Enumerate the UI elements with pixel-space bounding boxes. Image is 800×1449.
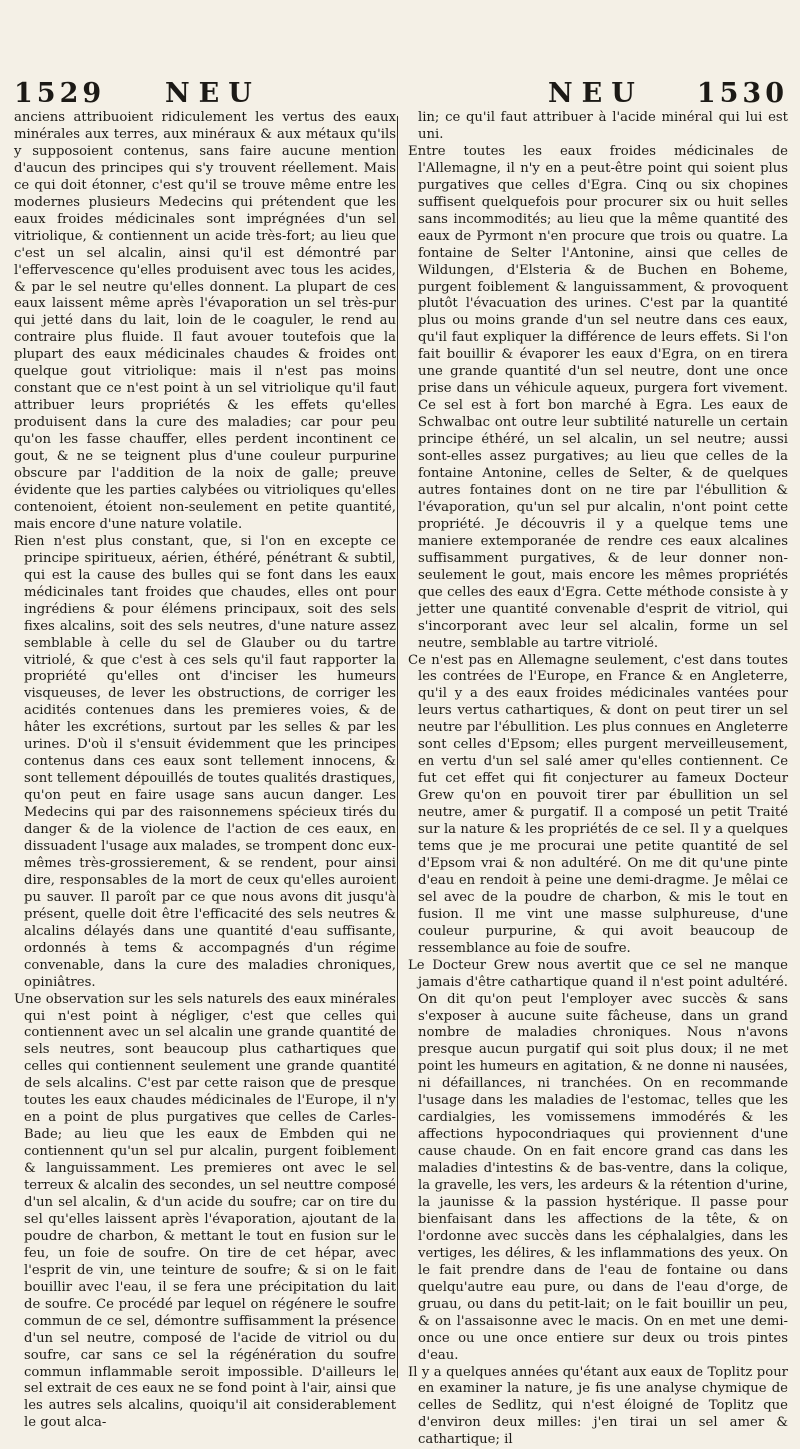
paragraph: Rien n'est plus constant, que, si l'on en excepte ce principe spiritueux, aérien, éthéré, pénétrant & subtil, qui est la cause des bulles qui se font dans les eaux médicinales tant froides que chaudes, elles ont pour ingrédiens & pour élémens principaux, soit des sels fixes alcalins, soit des sels neutres, d'une nature assez semblable à celle du sel de Glauber ou du tartre vitriolé, & que c'est à ces sels qu'il faut rapporter la propriété qu'elles ont d'inciser les humeurs visqueuses, de lever les obstructions, de corriger les acidités contenues dans les premieres voies, & de hâter les excrétions, surtout par les selles & par les urines. D'où il s'ensuit évidemment que les principes contenus dans ces eaux sont tellement innocens, & sont tellement dépouillés de toutes qualités drastiques, qu'on peut en faire usage sans aucun danger. Les Medecins qui par des raisonnemens spécieux tirés du danger & de la violence de l'action de ces eaux, en dissuadent l'usage aux malades, se trompent donc eux-mêmes très-grossierement, & se rendent, pour ainsi dire, responsables de la mort de ceux qu'elles auroient pu sauver. Il paroît par ce que nous avons dit jusqu'à présent, quelle doit être l'efficacité des sels neutres & alcalins délayés dans une quantité d'eau suffisante, ordonnés à tems & accompagnés d'un régime convenable, dans la cure des maladies chroniques, opiniâtres. (14, 533, 396, 990)
column-divider (397, 116, 398, 1378)
paragraph: lin; ce qu'il faut attribuer à l'acide minéral qui lui est uni. (418, 110, 788, 142)
paragraph: anciens attribuoient ridiculement les vertus des eaux minérales aux terres, aux minéraux & aux métaux qu'ils y supposoient contenus, sans faire aucune mention d'aucun des principes qui s'y trouvent réellement. Mais ce qui doit étonner, c'est qu'il se trouve même entre les modernes plusieurs Medecins qui prétendent que les eaux froides médicinales sont imprégnées d'un sel vitriolique, & contiennent un acide très-fort; au lieu que c'est un sel alcalin, ainsi qu'il est démontré par l'effervescence qu'elles produisent avec tous les acides, & par le sel neutre qu'elles donnent. La plupart de ces eaux laissent même après l'évaporation un sel très-pur qui jetté dans du lait, loin de le coaguler, le rend au contraire plus fluide. Il faut avouer toutefois que la plupart des eaux médicinales chaudes & froides ont quelque gout vitriolique: mais il n'est pas moins constant que ce n'est point à un sel vitriolique qu'il faut attribuer leurs propriétés & les effets qu'elles produisent dans la cure des maladies; car pour peu qu'on les fasse chauffer, elles perdent incontinent ce gout, & ne se teignent plus d'une couleur purpurine obscure par l'addition de la noix de galle; preuve évidente que les parties calybées ou vitrioliques qu'elles contenoient, étoient non-seulement en petite quantité, mais encore d'une nature volatile. (14, 110, 396, 532)
paragraph: Une observation sur les sels naturels des eaux minérales qui n'est point à négliger, c'est que celles qui contiennent avec un sel alcalin une grande quantité de sels neutres, sont beaucoup plus cathartiques que celles qui contiennent seulement une grande quantité de sels alcalins. C'est par cette raison que de presque toutes les eaux chaudes médicinales de l'Europe, il n'y en a point de plus purgatives que celles de Carles-Bade; au lieu que les eaux de Embden qui ne contiennent qu'un sel pur alcalin, purgent foiblement & languissamment. Les premieres ont avec le sel terreux & alcalin des secondes, un sel neuttre composé d'un sel alcalin, & d'un acide du soufre; car on tire du sel qu'elles laissent après l'évaporation, ajoutant de la poudre de charbon, & mettant le tout en fusion sur le feu, un foie de soufre. On tire de cet hépar, avec l'esprit de vin, une teinture de soufre; & si on le fait bouillir avec l'eau, il se fera une précipitation du lait de soufre. Ce procédé par lequel on régénere le soufre commun de ce sel, démontre suffisamment la présence d'un sel neutre, composé de l'acide de vitriol ou du soufre, car sans ce sel la régénération du soufre commun inflammable seroit impossible. D'ailleurs le sel extrait de ces eaux ne se fond point à l'air, ainsi que les autres sels alcalins, quoiqu'il ait considerablement le gout alca- (14, 991, 396, 1431)
paragraph: Ce n'est pas en Allemagne seulement, c'est dans toutes les contrées de l'Europe, en France & en Angleterre, qu'il y a des eaux froides médicinales vantées pour leurs vertus cathartiques, & dont on peut tirer un sel neutre par l'ébullition. Les plus connues en Angleterre sont celles d'Epsom; elles purgent merveilleusement, en vertu d'un sel salé amer qu'elles contiennent. Ce fut cet effet qui fit conjecturer au fameux Docteur Grew qu'on en pouvoit tirer par ébullition un sel neutre, amer & purgatif. Il a composé un petit Traité sur la nature & les propriétés de ce sel. Il y a quelques tems que je me procurai une petite quantité de sel d'Epsom vrai & non adultéré. On me dit qu'une pinte d'eau en rendoit à peine une demi-dragme. Je mêlai ce sel avec de la poudre de charbon, & mis le tout en fusion. Il me vint une masse sulphureuse, d'une couleur purpurine, & qui avoit beaucoup de ressemblance au foie de soufre. (408, 652, 788, 956)
running-head-left: NEU (165, 78, 261, 109)
running-head-right: NEU (548, 78, 644, 109)
page-number-left: 1529 (14, 78, 106, 109)
paragraph: Le Docteur Grew nous avertit que ce sel ne manque jamais d'être cathartique quand il n'est point adultéré. On dit qu'on peut l'employer avec succès & sans s'exposer à aucune suite fâcheuse, dans un grand nombre de maladies chroniques. Nous n'avons presque aucun purgatif qui soit plus doux; il ne met point les humeurs en agitation, & ne donne ni nausées, ni défaillances, ni tranchées. On en recommande l'usage dans les maladies de l'estomac, telles que les cardialgies, les vomissemens immodérés & les affections hypocondriaques qui proviennent d'une cause chaude. On en fait encore grand cas dans les maladies d'intestins & de bas-ventre, dans la colique, la gravelle, les vers, les ardeurs & la rétention d'urine, la jaunisse & la passion hystérique. Il passe pour bienfaisant dans les affections de la tête, & on l'ordonne avec succès dans les céphalalgies, dans les vertiges, les délires, & les inflammations des yeux. On le fait prendre dans de l'eau de fontaine ou dans quelqu'autre eau pure, ou dans de l'eau d'orge, de gruau, ou dans du petit-lait; on le fait bouillir un peu, & on l'assaisonne avec le macis. On en met une demi-once ou une once entiere sur deux ou trois pintes d'eau. (408, 957, 788, 1363)
paragraph: Il y a quelques années qu'étant aux eaux de Toplitz pour en examiner la nature, je fis une analyse chymique de celles de Sedlitz, qui n'est éloigné de Toplitz que d'environ deux milles: j'en tirai un sel amer & cathartique; il (408, 1364, 788, 1448)
paragraph: Entre toutes les eaux froides médicinales de l'Allemagne, il n'y en a peut-être point qui soient plus purgatives que celles d'Egra. Cinq ou six chopines suffisent quelquefois pour procurer six ou huit selles sans incommodités; au lieu que la même quantité des eaux de Pyrmont n'en procure que trois ou quatre. La fontaine de Selter l'Antonine, ainsi que celles de Wildungen, d'Elsteria & de Buchen en Boheme, purgent foiblement & languissamment, & provoquent plutôt l'évacuation des urines. C'est par la quantité plus ou moins grande d'un sel neutre dans ces eaux, qu'il faut expliquer la différence de leurs effets. Si l'on fait bouillir & évaporer les eaux d'Egra, on en tirera une grande quantité d'un sel neutre, dont une once prise dans un véhicule aqueux, purgera fort vivement. Ce sel est à fort bon marché à Egra. Les eaux de Schwalbac ont outre leur subtilité naturelle un certain principe éthéré, un sel alcalin, un sel neutre; aussi sont-elles assez purgatives; au lieu que celles de la fontaine Antonine, celles de Selter, & de quelques autres fontaines dont on ne tire par l'ébullition & l'évaporation, qu'un sel pur alcalin, n'ont point cette propriété. Je découvris il y a quelque tems une maniere extemporanée de rendre ces eaux alcalines suffisamment purgatives, & de leur donner non-seulement le gout, mais encore les mêmes propriétés que celles des eaux d'Egra. Cette méthode consiste à y jetter une quantité convenable d'esprit de vitriol, qui s'incorporant avec leur sel alcalin, forme un sel neutre, semblable au tartre vitriolé. (408, 143, 788, 651)
right-column (408, 110, 788, 1448)
left-column (14, 110, 396, 1431)
page-number-right: 1530 (696, 78, 788, 109)
